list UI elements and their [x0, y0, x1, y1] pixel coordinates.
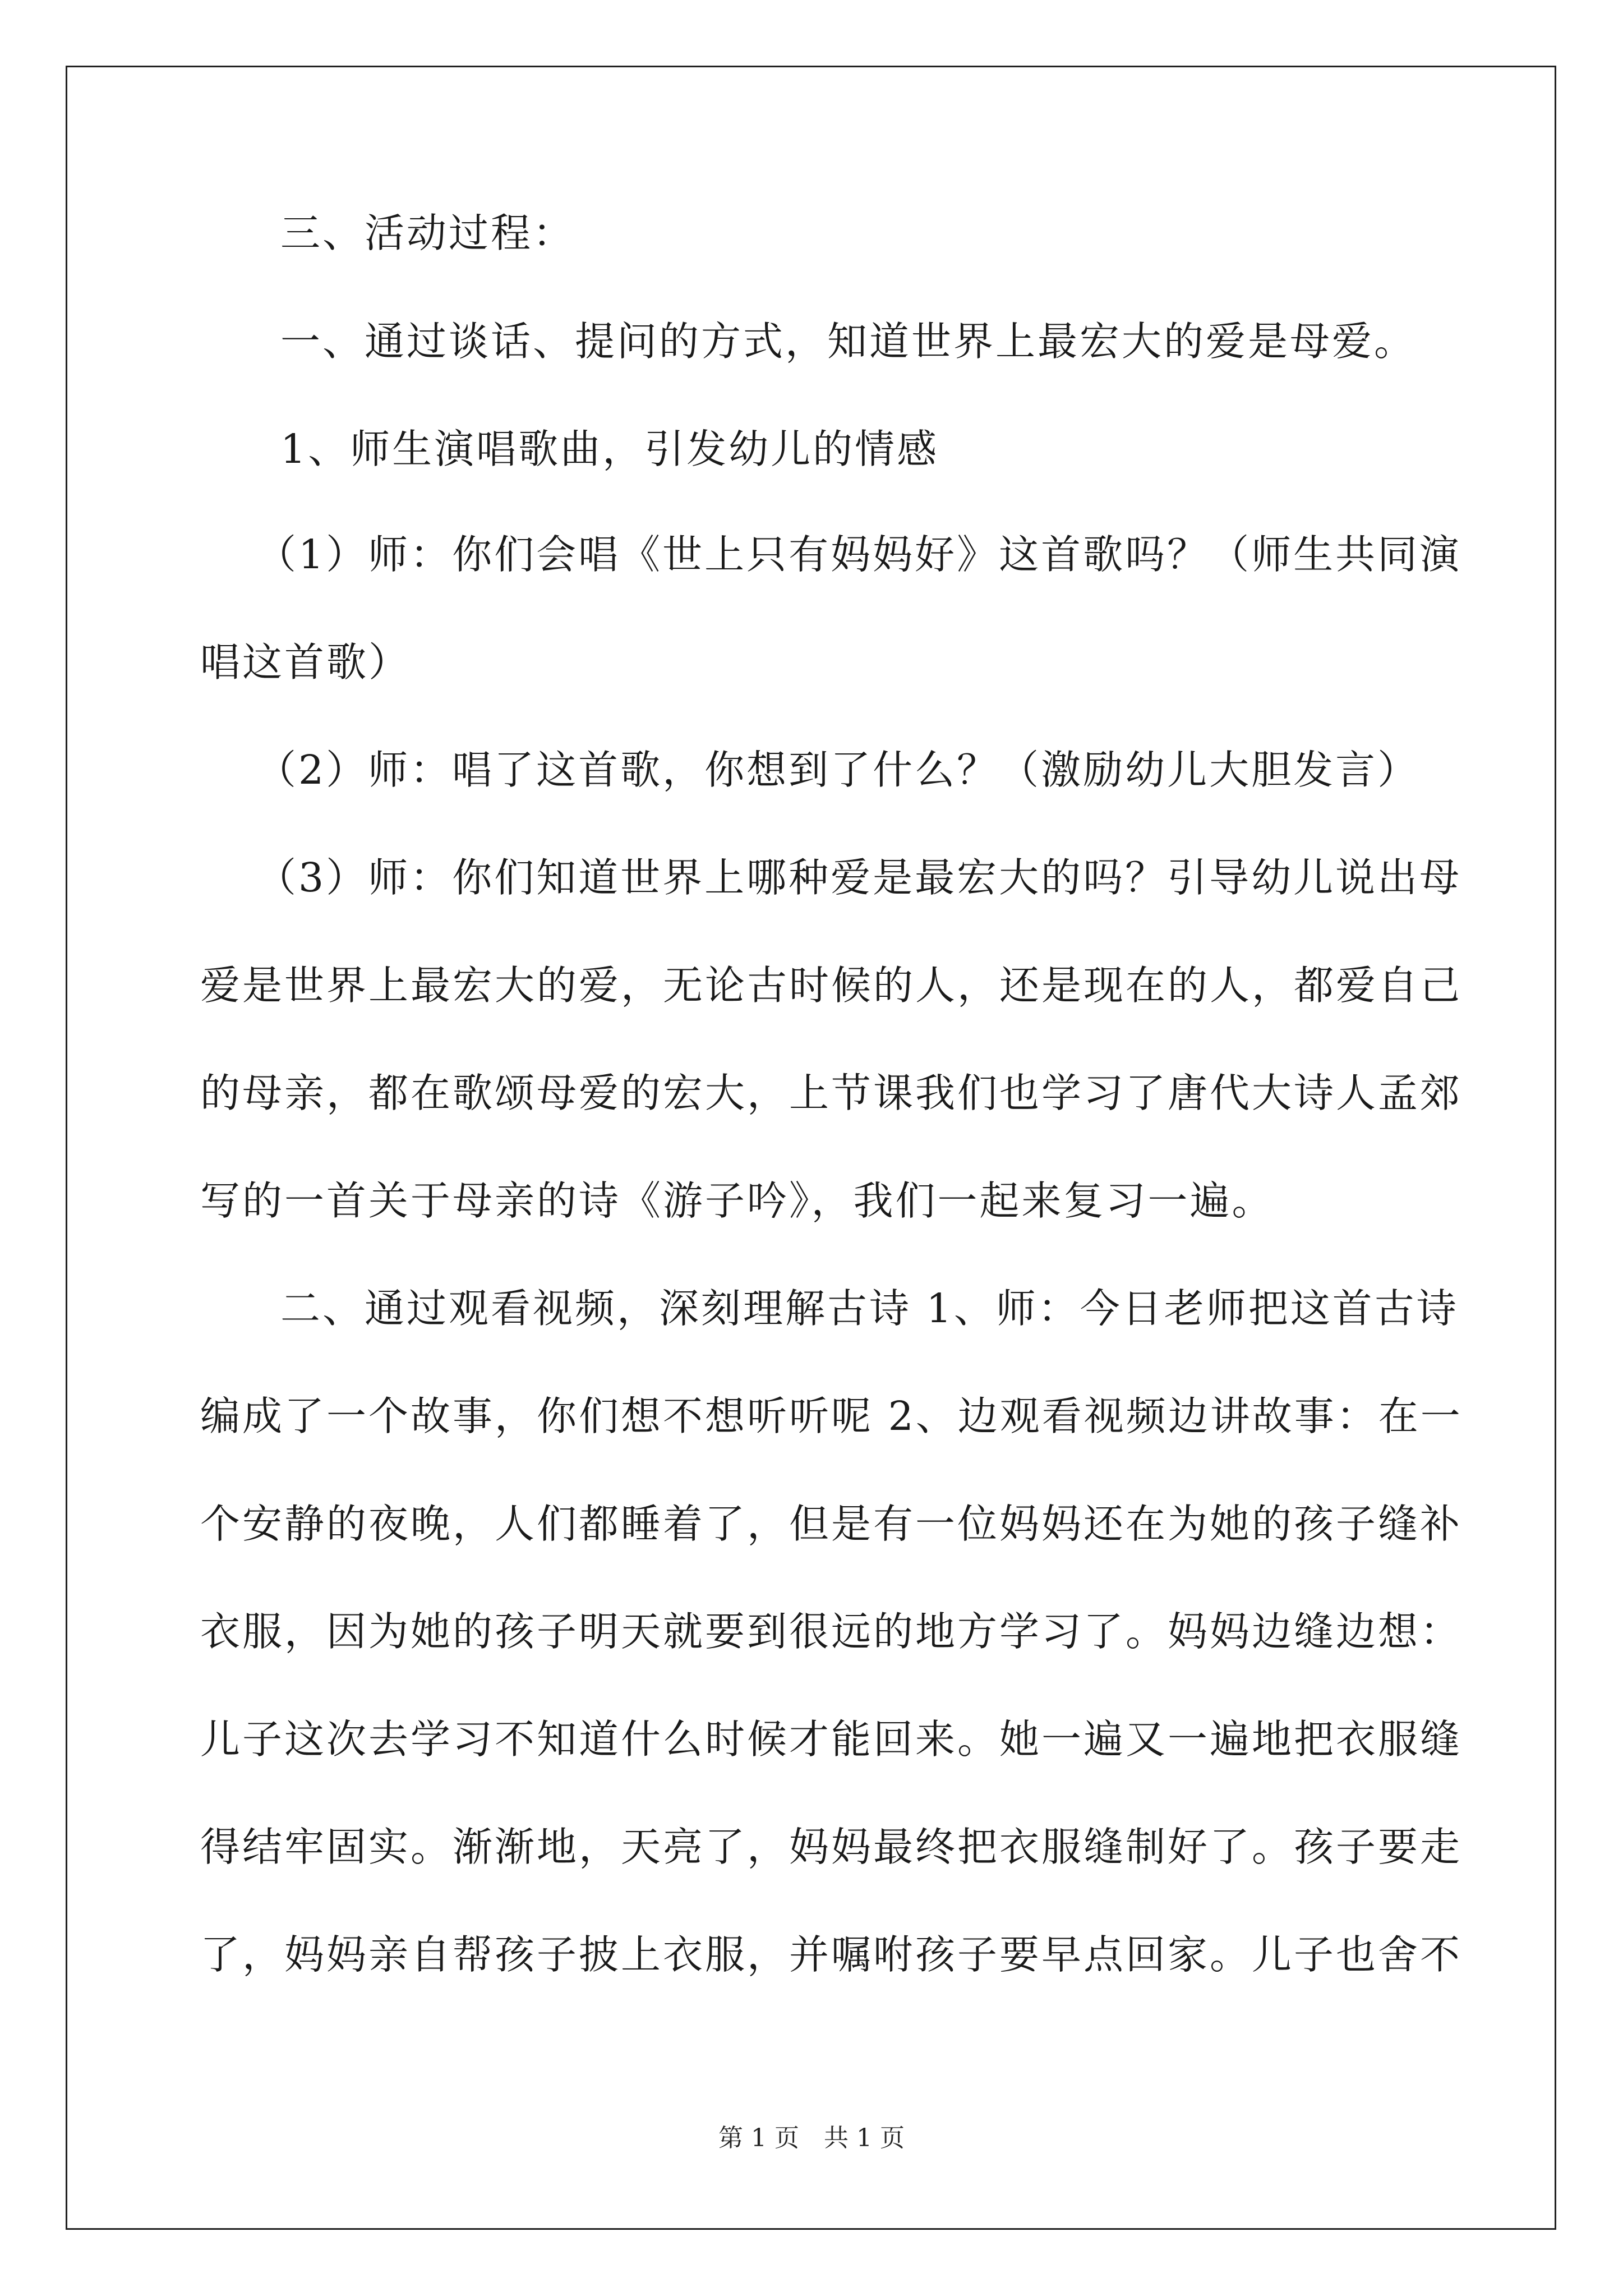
paragraph-line: （1）师：你们会唱《世上只有妈妈好》这首歌吗？（师生共同演	[256, 531, 1462, 578]
section-heading-two: 二、通过观看视频，深刻理解古诗 1、师：今日老师把这首古诗	[280, 1285, 1459, 1332]
section-heading-one: 一、通过谈话、提问的方式，知道世界上最宏大的爱是母爱。	[280, 318, 1417, 365]
paragraph-line: （3）师：你们知道世界上哪种爱是最宏大的吗？引导幼儿说出母	[256, 854, 1462, 901]
paragraph-line: 衣服，因为她的孩子明天就要到很远的地方学习了。妈妈边缝边想：	[200, 1608, 1463, 1655]
paragraph-line: 个安静的夜晚，人们都睡着了，但是有一位妈妈还在为她的孩子缝补	[200, 1501, 1463, 1547]
paragraph-line: 儿子这次去学习不知道什么时候才能回来。她一遍又一遍地把衣服缝	[200, 1716, 1463, 1763]
paragraph-line: 1、师生演唱歌曲，引发幼儿的情感	[280, 426, 939, 472]
paragraph-line: 得结牢固实。渐渐地，天亮了，妈妈最终把衣服缝制好了。孩子要走	[200, 1824, 1463, 1870]
paragraph-line: 的母亲，都在歌颂母爱的宏大，上节课我们也学习了唐代大诗人孟郊	[200, 1070, 1463, 1116]
paragraph-line: 编成了一个故事，你们想不想听听呢 2、边观看视频边讲故事：在一	[200, 1393, 1463, 1439]
heading-activity-process: 三、活动过程：	[280, 210, 575, 256]
paragraph-line: 了，妈妈亲自帮孩子披上衣服，并嘱咐孩子要早点回家。儿子也舍不	[200, 1931, 1463, 1978]
page-border	[66, 66, 1556, 2230]
paragraph-line: 写的一首关于母亲的诗《游子吟》，我们一起来复习一遍。	[200, 1177, 1274, 1224]
page-footer: 第 1 页 共 1 页	[718, 2124, 905, 2152]
paragraph-line: 唱这首歌）	[200, 639, 411, 685]
paragraph-line: 爱是世界上最宏大的爱，无论古时候的人，还是现在的人，都爱自己	[200, 962, 1463, 1009]
paragraph-line: （2）师：唱了这首歌，你想到了什么？（激励幼儿大胆发言）	[256, 747, 1420, 793]
